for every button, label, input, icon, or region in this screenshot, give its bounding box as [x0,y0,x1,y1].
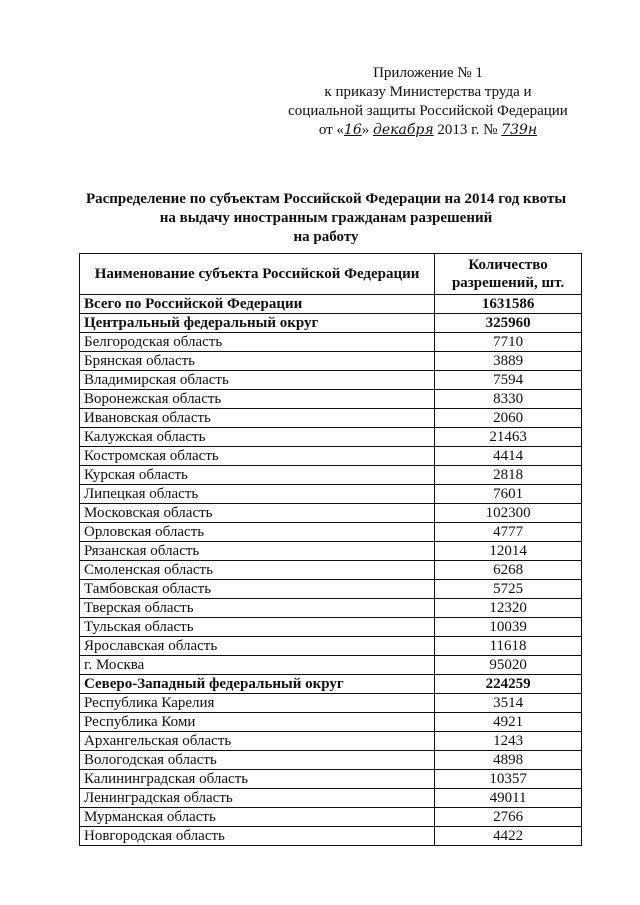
permit-count-cell: 10357 [435,770,582,789]
permit-count-cell: 5725 [435,580,582,599]
quota-table [79,253,582,846]
permit-count-cell: 1243 [435,732,582,751]
permit-count-cell: 7601 [435,485,582,504]
region-name-cell: Республика Коми [80,713,435,732]
region-name-cell: Ярославская область [80,637,435,656]
region-name-cell: Центральный федеральный округ [80,314,435,333]
table-row [80,713,582,732]
table-row [80,656,582,675]
permit-count-cell: 4898 [435,751,582,770]
region-name-cell: Вологодская область [80,751,435,770]
permit-count-cell: 8330 [435,390,582,409]
region-name-cell: Брянская область [80,352,435,371]
permit-count-cell: 4422 [435,827,582,846]
table-row [80,808,582,827]
title-line-2: на выдачу иностранным гражданам разрешений [159,210,493,226]
table-row [80,295,582,314]
permit-count-cell: 11618 [435,637,582,656]
region-name-cell: Тверская область [80,599,435,618]
permit-count-cell: 2060 [435,409,582,428]
region-name-cell: Рязанская область [80,542,435,561]
table-row [80,409,582,428]
permit-count-cell: 7594 [435,371,582,390]
column-header-region: Наименование субъекта Российской Федерации [80,254,435,295]
permit-count-cell: 6268 [435,561,582,580]
region-name-cell: Тульская область [80,618,435,637]
table-row [80,694,582,713]
region-name-cell: Архангельская область [80,732,435,751]
region-name-cell: Орловская область [80,523,435,542]
table-row [80,732,582,751]
table-row [80,789,582,808]
permit-count-cell: 2766 [435,808,582,827]
permit-count-cell: 3514 [435,694,582,713]
table-row [80,504,582,523]
table-row [80,637,582,656]
document-title [70,190,582,247]
date-year: 2013 г. № [437,122,498,138]
table-row [80,523,582,542]
appendix-header [268,64,588,140]
order-date-line [268,121,588,140]
region-name-cell: г. Москва [80,656,435,675]
permit-count-cell: 10039 [435,618,582,637]
table-row [80,333,582,352]
region-name-cell: Калининградская область [80,770,435,789]
title-line-1: Распределение по субъектам Российской Федерации на 2014 год квоты [85,191,567,207]
table-row [80,827,582,846]
table-row [80,580,582,599]
table-row [80,352,582,371]
permit-count-cell: 224259 [435,675,582,694]
date-day: 16 [343,122,362,138]
table-body [80,295,582,846]
region-name-cell: Белгородская область [80,333,435,352]
table-row [80,428,582,447]
permit-count-cell: 4921 [435,713,582,732]
ministry-name: социальной защиты Российской Федерации [288,103,568,119]
table-row [80,314,582,333]
region-name-cell: Владимирская область [80,371,435,390]
title-line-3: на работу [293,229,359,245]
table-row [80,675,582,694]
region-name-cell: Калужская область [80,428,435,447]
table-row [80,485,582,504]
region-name-cell: Мурманская область [80,808,435,827]
table-row [80,618,582,637]
region-name-cell: Новгородская область [80,827,435,846]
column-header-count: Количество разрешений, шт. [435,254,582,295]
region-name-cell: Воронежская область [80,390,435,409]
permit-count-cell: 4414 [435,447,582,466]
table-row [80,466,582,485]
permit-count-cell: 21463 [435,428,582,447]
table-row [80,371,582,390]
region-name-cell: Московская область [80,504,435,523]
region-name-cell: Костромская область [80,447,435,466]
table-row [80,751,582,770]
region-name-cell: Ленинградская область [80,789,435,808]
region-name-cell: Курская область [80,466,435,485]
permit-count-cell: 7710 [435,333,582,352]
region-name-cell: Ивановская область [80,409,435,428]
table-row [80,390,582,409]
permit-count-cell: 325960 [435,314,582,333]
table-header-row [80,254,582,295]
permit-count-cell: 95020 [435,656,582,675]
permit-count-cell: 49011 [435,789,582,808]
permit-count-cell: 4777 [435,523,582,542]
permit-count-cell: 1631586 [435,295,582,314]
date-mid: » [361,122,370,138]
date-prefix: от « [318,122,344,138]
table-row [80,447,582,466]
permit-count-cell: 12014 [435,542,582,561]
permit-count-cell: 102300 [435,504,582,523]
region-name-cell: Липецкая область [80,485,435,504]
table-row [80,770,582,789]
table-row [80,561,582,580]
region-name-cell: Тамбовская область [80,580,435,599]
permit-count-cell: 3889 [435,352,582,371]
order-number: 739н [501,122,538,138]
region-name-cell: Смоленская область [80,561,435,580]
appendix-number: Приложение № 1 [373,65,483,81]
region-name-cell: Северо-Западный федеральный округ [80,675,435,694]
table-row [80,599,582,618]
table-row [80,542,582,561]
region-name-cell: Всего по Российской Федерации [80,295,435,314]
region-name-cell: Республика Карелия [80,694,435,713]
permit-count-cell: 12320 [435,599,582,618]
date-month: декабря [373,122,434,138]
permit-count-cell: 2818 [435,466,582,485]
order-reference: к приказу Министерства труда и [324,84,532,100]
